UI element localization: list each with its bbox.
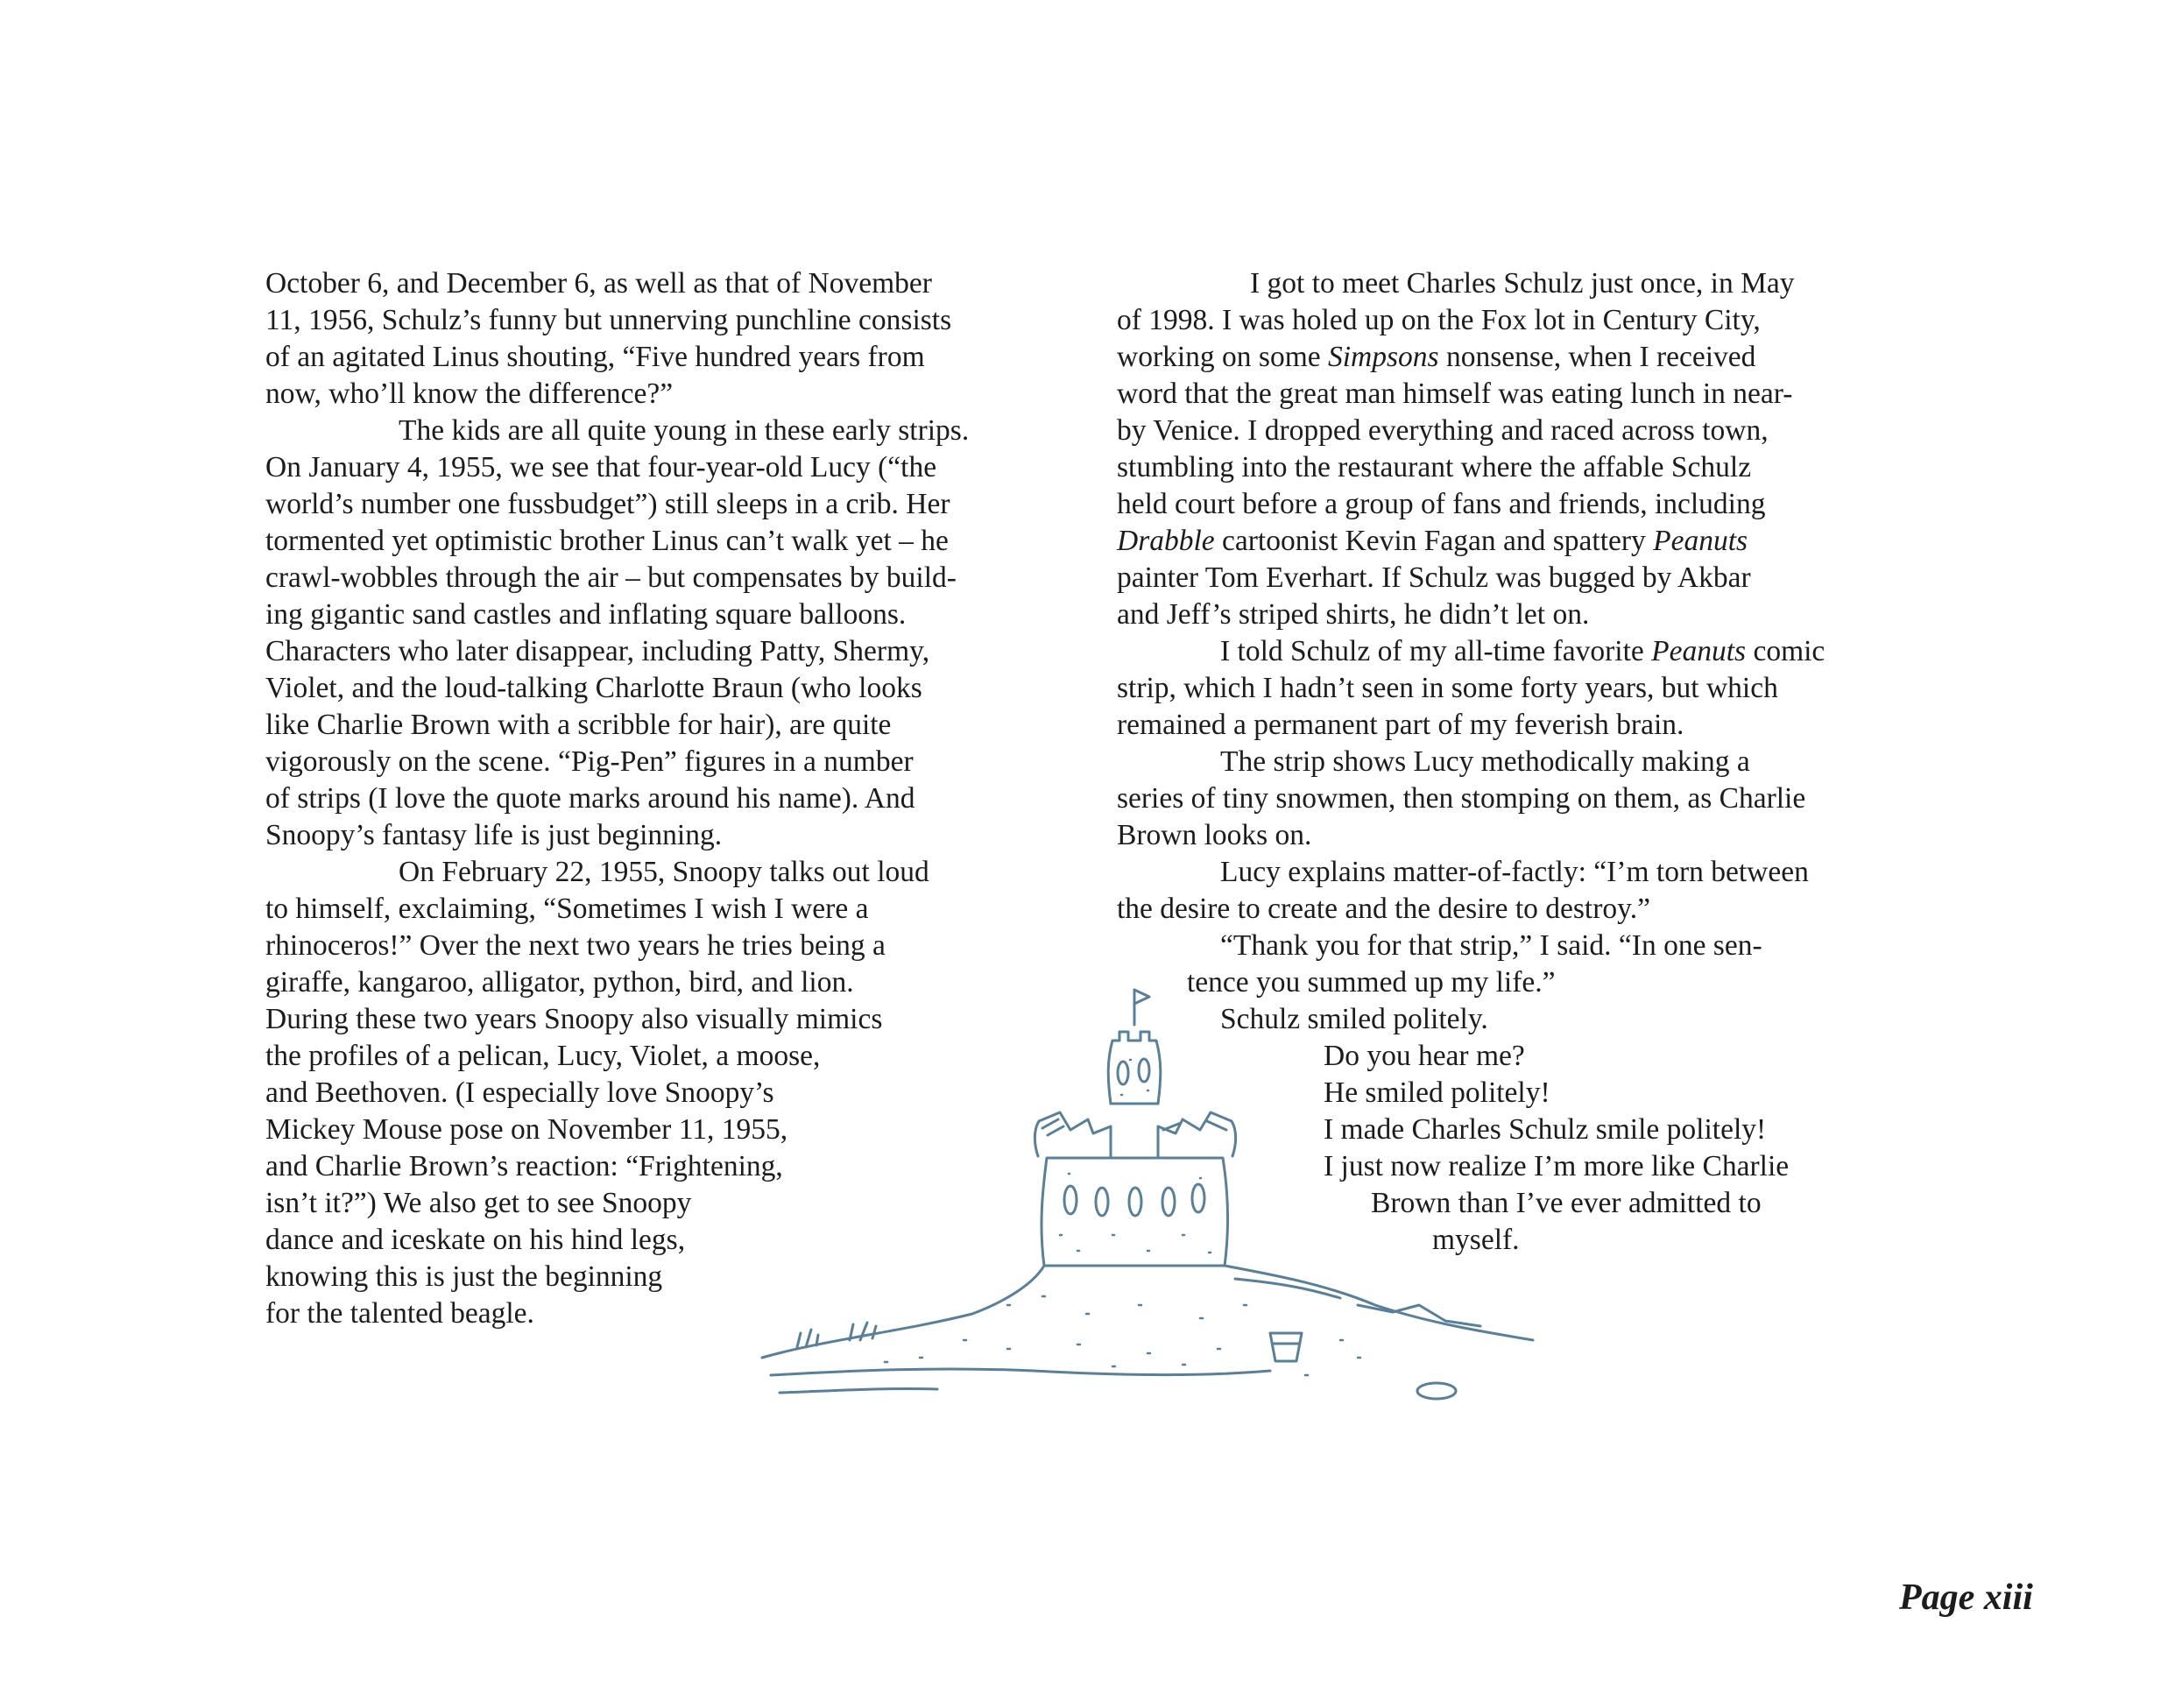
text-line: Brown than I’ve ever admitted to bbox=[1371, 1187, 1762, 1219]
italic-title: Drabble bbox=[1117, 525, 1215, 557]
text-line: world’s number one fussbudget”) still sleeps in a crib. Her bbox=[265, 488, 950, 520]
text-line: stumbling into the restaurant where the affable Schulz bbox=[1117, 451, 1752, 483]
text-line: to himself, exclaiming, “Sometimes I wish I were a bbox=[265, 893, 869, 925]
text-line: Violet, and the loud-talking Charlotte Braun (who looks bbox=[265, 672, 922, 704]
text-line: tence you summed up my life.” bbox=[1187, 966, 1556, 999]
text-line: He smiled politely! bbox=[1324, 1076, 1550, 1109]
page-number: Page xiii bbox=[1899, 1577, 2033, 1618]
text-line: The kids are all quite young in these early strips. bbox=[399, 414, 970, 447]
text-span: I told Schulz of my all-time favorite bbox=[1220, 635, 1652, 667]
text-line: ing gigantic sand castles and inflating square balloons. bbox=[265, 598, 907, 631]
text-line: Mickey Mouse pose on November 11, 1955, bbox=[265, 1113, 788, 1146]
text-line: I got to meet Charles Schulz just once, in May bbox=[1250, 267, 1795, 300]
text-line: like Charlie Brown with a scribble for hair), are quite bbox=[265, 709, 892, 741]
text-line: dance and iceskate on his hind legs, bbox=[265, 1224, 686, 1256]
text-line: remained a permanent part of my feverish brain. bbox=[1117, 709, 1684, 741]
text-line: painter Tom Everhart. If Schulz was bugged by Akbar bbox=[1117, 561, 1751, 594]
text-line: of an agitated Linus shouting, “Five hundred years from bbox=[265, 341, 925, 373]
text-line: I made Charles Schulz smile politely! bbox=[1324, 1113, 1767, 1146]
text-span: nonsense, when I received bbox=[1438, 341, 1756, 373]
text-line: held court before a group of fans and friends, including bbox=[1117, 488, 1766, 520]
text-line bbox=[1117, 523, 1748, 560]
text-line: On January 4, 1955, we see that four-year-old Lucy (“the bbox=[265, 451, 937, 483]
text-line: “Thank you for that strip,” I said. “In one sen- bbox=[1220, 929, 1762, 962]
text-line: During these two years Snoopy also visually mimics bbox=[265, 1003, 883, 1035]
text-line: myself. bbox=[1432, 1224, 1520, 1256]
text-line: rhinoceros!” Over the next two years he tries being a bbox=[265, 929, 886, 962]
text-line: Do you hear me? bbox=[1324, 1040, 1525, 1072]
text-line bbox=[1220, 633, 1825, 670]
text-line: crawl-wobbles through the air – but compensates by build- bbox=[265, 561, 957, 594]
text-line: isn’t it?”) We also get to see Snoopy bbox=[265, 1187, 692, 1219]
text-line: of strips (I love the quote marks around his name). And bbox=[265, 782, 915, 815]
text-line: Lucy explains matter-of-factly: “I’m torn between bbox=[1220, 856, 1809, 888]
text-line: October 6, and December 6, as well as that of November bbox=[265, 267, 932, 300]
text-line: the desire to create and the desire to destroy.” bbox=[1117, 893, 1650, 925]
text-line: for the talented beagle. bbox=[265, 1297, 534, 1330]
text-line: the profiles of a pelican, Lucy, Violet, a moose, bbox=[265, 1040, 821, 1072]
text-line: and Beethoven. (I especially love Snoopy’s bbox=[265, 1076, 774, 1109]
text-line: I just now realize I’m more like Charlie bbox=[1324, 1150, 1790, 1182]
text-span: working on some bbox=[1117, 341, 1328, 373]
text-line: The strip shows Lucy methodically making a bbox=[1220, 745, 1750, 778]
text-span: cartoonist Kevin Fagan and spattery bbox=[1214, 525, 1654, 557]
text-line bbox=[1117, 339, 1755, 376]
text-line: word that the great man himself was eating lunch in near- bbox=[1117, 378, 1793, 410]
text-line: 11, 1956, Schulz’s funny but unnerving punchline consists bbox=[265, 304, 952, 336]
text-line: giraffe, kangaroo, alligator, python, bird, and lion. bbox=[265, 966, 854, 999]
text-line: now, who’ll know the difference?” bbox=[265, 378, 674, 410]
text-line: knowing this is just the beginning bbox=[265, 1260, 663, 1293]
italic-title: Peanuts bbox=[1653, 525, 1748, 557]
text-line: Schulz smiled politely. bbox=[1220, 1003, 1488, 1035]
text-line: Brown looks on. bbox=[1117, 819, 1312, 851]
text-line: of 1998. I was holed up on the Fox lot in Century City, bbox=[1117, 304, 1761, 336]
text-line: by Venice. I dropped everything and raced across town, bbox=[1117, 414, 1769, 447]
text-line: Snoopy’s fantasy life is just beginning. bbox=[265, 819, 723, 851]
text-line: vigorously on the scene. “Pig-Pen” figures in a number bbox=[265, 745, 914, 778]
sand-castle-icon bbox=[745, 972, 1550, 1428]
text-line: On February 22, 1955, Snoopy talks out loud bbox=[399, 856, 929, 888]
text-line: and Jeff’s striped shirts, he didn’t let on. bbox=[1117, 598, 1590, 631]
text-line: series of tiny snowmen, then stomping on them, as Charlie bbox=[1117, 782, 1806, 815]
italic-title: Simpsons bbox=[1328, 341, 1439, 373]
text-line: strip, which I hadn’t seen in some forty years, but which bbox=[1117, 672, 1778, 704]
text-span: comic bbox=[1746, 635, 1825, 667]
text-line: Characters who later disappear, including Patty, Shermy, bbox=[265, 635, 930, 667]
text-line: and Charlie Brown’s reaction: “Frightening, bbox=[265, 1150, 783, 1182]
text-line: tormented yet optimistic brother Linus can’t walk yet – he bbox=[265, 525, 949, 557]
italic-title: Peanuts bbox=[1651, 635, 1747, 667]
